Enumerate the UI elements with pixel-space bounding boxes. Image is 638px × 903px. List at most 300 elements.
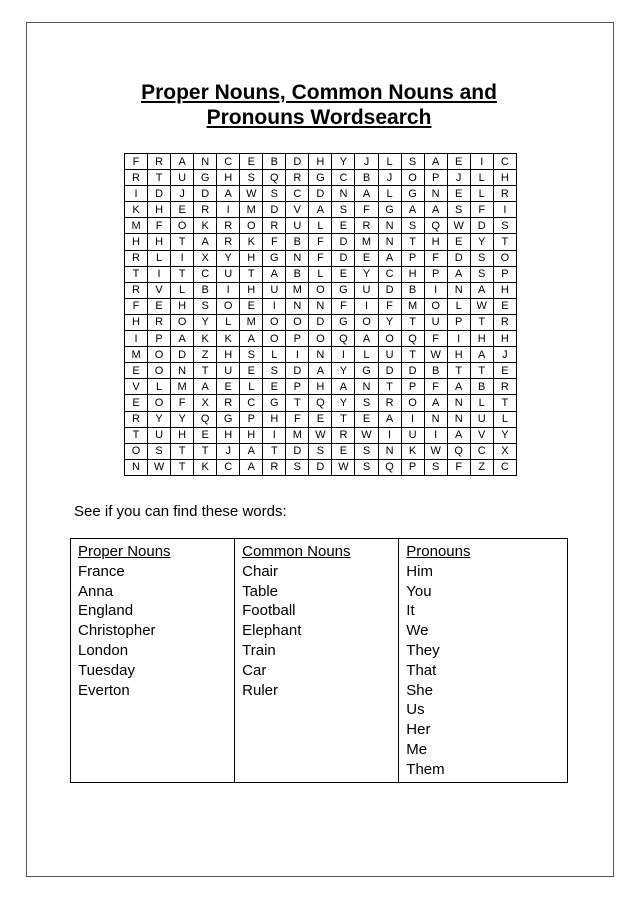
grid-cell: B: [355, 170, 378, 186]
grid-cell: G: [217, 411, 240, 427]
grid-cell: W: [424, 443, 447, 459]
grid-cell: H: [240, 250, 263, 266]
grid-cell: A: [332, 379, 355, 395]
grid-cell: G: [401, 186, 424, 202]
grid-cell: F: [171, 395, 194, 411]
grid-cell: L: [355, 347, 378, 363]
grid-cell: P: [148, 331, 171, 347]
grid-cell: F: [378, 298, 401, 314]
grid-cell: C: [217, 459, 240, 475]
word-list-item: Her: [406, 721, 431, 739]
grid-row: [125, 411, 517, 427]
grid-cell: U: [470, 411, 493, 427]
grid-cell: G: [378, 202, 401, 218]
grid-cell: H: [309, 154, 332, 170]
grid-cell: E: [332, 218, 355, 234]
grid-cell: K: [125, 202, 148, 218]
grid-cell: Y: [332, 154, 355, 170]
grid-cell: Y: [355, 266, 378, 282]
grid-cell: L: [263, 347, 286, 363]
word-list-item: Football: [242, 602, 296, 620]
grid-cell: R: [378, 395, 401, 411]
grid-cell: R: [125, 282, 148, 298]
grid-cell: H: [240, 427, 263, 443]
grid-cell: R: [217, 395, 240, 411]
grid-cell: C: [470, 443, 493, 459]
grid-cell: S: [263, 363, 286, 379]
grid-cell: K: [194, 218, 217, 234]
grid-cell: U: [355, 282, 378, 298]
grid-cell: L: [148, 250, 171, 266]
grid-cell: O: [148, 395, 171, 411]
grid-cell: A: [309, 202, 332, 218]
grid-row: [125, 427, 517, 443]
grid-cell: L: [217, 314, 240, 330]
grid-cell: E: [309, 411, 332, 427]
grid-cell: S: [401, 218, 424, 234]
grid-cell: A: [378, 250, 401, 266]
grid-cell: E: [332, 443, 355, 459]
grid-cell: Y: [148, 411, 171, 427]
grid-cell: M: [286, 427, 309, 443]
grid-cell: J: [493, 347, 516, 363]
grid-cell: W: [309, 427, 332, 443]
grid-cell: S: [447, 202, 470, 218]
grid-cell: A: [470, 282, 493, 298]
grid-cell: H: [217, 427, 240, 443]
grid-cell: A: [194, 379, 217, 395]
grid-cell: I: [493, 202, 516, 218]
grid-cell: P: [286, 379, 309, 395]
grid-cell: E: [125, 395, 148, 411]
grid-cell: F: [332, 298, 355, 314]
grid-cell: F: [263, 234, 286, 250]
grid-cell: R: [148, 314, 171, 330]
grid-cell: N: [286, 298, 309, 314]
grid-cell: E: [240, 154, 263, 170]
grid-cell: N: [378, 234, 401, 250]
grid-cell: E: [148, 298, 171, 314]
word-list-item: You: [406, 582, 432, 600]
grid-cell: C: [378, 266, 401, 282]
grid-row: [125, 459, 517, 475]
grid-cell: H: [309, 379, 332, 395]
grid-cell: A: [171, 154, 194, 170]
grid-cell: B: [424, 363, 447, 379]
grid-cell: R: [125, 411, 148, 427]
grid-row: [125, 218, 517, 234]
grid-cell: P: [493, 266, 516, 282]
grid-cell: M: [286, 282, 309, 298]
grid-cell: F: [286, 411, 309, 427]
grid-cell: D: [194, 186, 217, 202]
grid-cell: H: [263, 411, 286, 427]
grid-cell: Y: [171, 411, 194, 427]
grid-cell: E: [493, 298, 516, 314]
grid-cell: Q: [263, 170, 286, 186]
grid-cell: S: [263, 186, 286, 202]
grid-cell: W: [447, 218, 470, 234]
grid-cell: E: [447, 154, 470, 170]
grid-cell: E: [332, 266, 355, 282]
grid-cell: S: [470, 266, 493, 282]
grid-cell: C: [332, 170, 355, 186]
grid-cell: N: [194, 154, 217, 170]
grid-cell: N: [424, 186, 447, 202]
grid-cell: M: [240, 314, 263, 330]
grid-cell: C: [217, 154, 240, 170]
wordsearch-grid: [124, 153, 517, 476]
grid-cell: R: [286, 170, 309, 186]
grid-cell: B: [286, 234, 309, 250]
grid-cell: A: [424, 202, 447, 218]
grid-cell: O: [401, 170, 424, 186]
grid-cell: S: [355, 395, 378, 411]
grid-row: [125, 443, 517, 459]
word-column-pronouns: [399, 539, 568, 783]
grid-cell: N: [378, 218, 401, 234]
grid-cell: D: [332, 250, 355, 266]
grid-cell: L: [171, 282, 194, 298]
grid-cell: G: [332, 282, 355, 298]
grid-cell: Y: [332, 395, 355, 411]
grid-cell: M: [125, 347, 148, 363]
grid-cell: N: [332, 186, 355, 202]
grid-cell: O: [263, 314, 286, 330]
grid-cell: E: [217, 379, 240, 395]
word-list-item: Christopher: [78, 622, 156, 640]
grid-cell: G: [309, 170, 332, 186]
grid-cell: I: [424, 427, 447, 443]
grid-cell: H: [171, 298, 194, 314]
grid-cell: A: [447, 427, 470, 443]
grid-cell: L: [148, 379, 171, 395]
grid-cell: T: [447, 363, 470, 379]
grid-cell: T: [171, 266, 194, 282]
grid-cell: E: [125, 363, 148, 379]
word-list-item: Elephant: [242, 622, 302, 640]
word-list-item: We: [406, 622, 429, 640]
page-title: [0, 80, 638, 130]
grid-cell: E: [355, 411, 378, 427]
grid-cell: D: [263, 202, 286, 218]
grid-cell: Z: [194, 347, 217, 363]
grid-row: [125, 250, 517, 266]
grid-row: [125, 347, 517, 363]
grid-cell: H: [493, 282, 516, 298]
grid-cell: E: [263, 379, 286, 395]
grid-cell: U: [401, 427, 424, 443]
grid-cell: R: [263, 459, 286, 475]
grid-cell: N: [309, 347, 332, 363]
grid-cell: A: [171, 331, 194, 347]
grid-cell: C: [194, 266, 217, 282]
grid-cell: D: [470, 218, 493, 234]
grid-cell: A: [309, 363, 332, 379]
grid-cell: F: [424, 379, 447, 395]
grid-cell: D: [286, 443, 309, 459]
grid-cell: R: [125, 250, 148, 266]
grid-cell: I: [401, 411, 424, 427]
grid-cell: I: [378, 427, 401, 443]
grid-cell: I: [125, 186, 148, 202]
grid-cell: S: [424, 459, 447, 475]
grid-row: [125, 363, 517, 379]
grid-cell: H: [125, 234, 148, 250]
grid-cell: I: [263, 298, 286, 314]
grid-cell: O: [378, 331, 401, 347]
grid-cell: A: [424, 154, 447, 170]
grid-cell: S: [240, 170, 263, 186]
grid-cell: F: [470, 202, 493, 218]
grid-cell: S: [194, 298, 217, 314]
grid-cell: A: [263, 266, 286, 282]
grid-cell: E: [493, 363, 516, 379]
grid-cell: N: [424, 411, 447, 427]
grid-cell: H: [424, 234, 447, 250]
grid-cell: T: [493, 395, 516, 411]
word-list-item: It: [406, 602, 415, 620]
grid-cell: S: [148, 443, 171, 459]
grid-cell: S: [401, 154, 424, 170]
grid-row: [125, 379, 517, 395]
grid-cell: F: [309, 250, 332, 266]
grid-cell: Q: [447, 443, 470, 459]
grid-cell: T: [286, 395, 309, 411]
grid-cell: M: [171, 379, 194, 395]
grid-cell: A: [240, 459, 263, 475]
grid-cell: J: [378, 170, 401, 186]
grid-cell: J: [217, 443, 240, 459]
word-list-item: Table: [242, 582, 278, 600]
grid-cell: R: [263, 218, 286, 234]
grid-cell: L: [470, 170, 493, 186]
grid-cell: Y: [378, 314, 401, 330]
grid-cell: K: [240, 234, 263, 250]
grid-cell: H: [447, 347, 470, 363]
word-list-item: They: [406, 641, 440, 659]
grid-cell: D: [378, 282, 401, 298]
grid-cell: D: [378, 363, 401, 379]
grid-cell: J: [447, 170, 470, 186]
grid-cell: P: [286, 331, 309, 347]
grid-cell: Y: [217, 250, 240, 266]
grid-cell: L: [378, 186, 401, 202]
grid-cell: G: [263, 250, 286, 266]
grid-cell: U: [217, 363, 240, 379]
grid-cell: E: [447, 234, 470, 250]
grid-cell: R: [217, 234, 240, 250]
grid-cell: T: [493, 234, 516, 250]
grid-cell: W: [148, 459, 171, 475]
grid-cell: V: [286, 202, 309, 218]
grid-cell: O: [424, 298, 447, 314]
word-list-item: England: [78, 602, 134, 620]
grid-cell: O: [148, 363, 171, 379]
grid-cell: S: [493, 218, 516, 234]
grid-cell: T: [470, 314, 493, 330]
grid-cell: B: [286, 266, 309, 282]
grid-cell: O: [171, 314, 194, 330]
word-list-item: Car: [242, 661, 267, 679]
grid-cell: O: [125, 443, 148, 459]
grid-cell: T: [401, 314, 424, 330]
grid-cell: M: [401, 298, 424, 314]
grid-cell: H: [148, 234, 171, 250]
grid-cell: Q: [309, 395, 332, 411]
word-column-common-nouns: [235, 539, 399, 783]
grid-cell: X: [493, 443, 516, 459]
grid-cell: I: [125, 331, 148, 347]
grid-cell: P: [424, 170, 447, 186]
grid-cell: T: [401, 234, 424, 250]
grid-cell: T: [378, 379, 401, 395]
grid-cell: S: [286, 459, 309, 475]
grid-cell: K: [217, 331, 240, 347]
grid-cell: P: [401, 459, 424, 475]
grid-cell: D: [286, 363, 309, 379]
grid-row: [125, 170, 517, 186]
word-list-item: Me: [406, 740, 428, 758]
grid-cell: F: [355, 202, 378, 218]
grid-cell: H: [493, 170, 516, 186]
grid-cell: S: [240, 347, 263, 363]
grid-cell: T: [148, 170, 171, 186]
grid-cell: G: [332, 314, 355, 330]
instruction-text: See if you can find these words:: [74, 503, 287, 520]
grid-cell: E: [447, 186, 470, 202]
grid-cell: O: [240, 218, 263, 234]
grid-cell: H: [470, 331, 493, 347]
grid-cell: R: [355, 218, 378, 234]
grid-cell: H: [171, 427, 194, 443]
grid-cell: H: [240, 282, 263, 298]
grid-cell: R: [493, 379, 516, 395]
grid-cell: A: [355, 186, 378, 202]
grid-cell: Q: [332, 331, 355, 347]
grid-cell: O: [355, 314, 378, 330]
grid-cell: D: [286, 154, 309, 170]
grid-cell: A: [401, 202, 424, 218]
grid-cell: C: [493, 459, 516, 475]
grid-cell: I: [355, 298, 378, 314]
grid-cell: A: [217, 186, 240, 202]
grid-cell: F: [148, 218, 171, 234]
grid-cell: L: [309, 266, 332, 282]
grid-cell: X: [194, 395, 217, 411]
grid-cell: Y: [332, 363, 355, 379]
grid-cell: N: [447, 395, 470, 411]
grid-cell: T: [470, 363, 493, 379]
grid-cell: W: [424, 347, 447, 363]
grid-cell: O: [171, 218, 194, 234]
grid-cell: J: [171, 186, 194, 202]
word-list-item: Us: [406, 701, 425, 719]
grid-cell: P: [424, 266, 447, 282]
grid-cell: Y: [194, 314, 217, 330]
grid-cell: L: [309, 218, 332, 234]
grid-cell: I: [286, 347, 309, 363]
grid-row: [125, 202, 517, 218]
grid-cell: E: [171, 202, 194, 218]
grid-cell: R: [125, 170, 148, 186]
grid-cell: I: [263, 427, 286, 443]
word-list-item: Him: [406, 562, 433, 580]
grid-cell: Q: [424, 218, 447, 234]
grid-cell: F: [424, 331, 447, 347]
grid-cell: V: [125, 379, 148, 395]
grid-cell: W: [470, 298, 493, 314]
grid-cell: M: [355, 234, 378, 250]
grid-cell: F: [309, 234, 332, 250]
grid-cell: U: [148, 427, 171, 443]
grid-cell: E: [355, 250, 378, 266]
grid-cell: B: [194, 282, 217, 298]
grid-cell: I: [217, 282, 240, 298]
grid-cell: U: [171, 170, 194, 186]
grid-cell: M: [240, 202, 263, 218]
grid-cell: B: [263, 154, 286, 170]
grid-cell: C: [493, 154, 516, 170]
grid-row: [125, 266, 517, 282]
grid-cell: F: [125, 154, 148, 170]
grid-cell: S: [309, 443, 332, 459]
grid-cell: K: [194, 459, 217, 475]
grid-cell: K: [401, 443, 424, 459]
grid-cell: K: [194, 331, 217, 347]
grid-cell: I: [148, 266, 171, 282]
grid-row: [125, 298, 517, 314]
grid-cell: D: [332, 234, 355, 250]
grid-cell: L: [378, 154, 401, 170]
grid-cell: O: [401, 395, 424, 411]
grid-cell: Q: [378, 459, 401, 475]
grid-cell: N: [171, 363, 194, 379]
grid-cell: R: [194, 202, 217, 218]
grid-cell: U: [217, 266, 240, 282]
grid-row: [125, 186, 517, 202]
grid-cell: I: [217, 202, 240, 218]
grid-cell: D: [309, 459, 332, 475]
grid-cell: N: [125, 459, 148, 475]
grid-cell: H: [148, 202, 171, 218]
grid-cell: C: [240, 395, 263, 411]
grid-cell: I: [332, 347, 355, 363]
grid-cell: W: [355, 427, 378, 443]
grid-cell: O: [286, 314, 309, 330]
grid-row: [125, 154, 517, 170]
title-line-2: Pronouns Wordsearch: [206, 106, 432, 129]
grid-cell: T: [171, 234, 194, 250]
grid-cell: V: [148, 282, 171, 298]
grid-cell: F: [424, 250, 447, 266]
grid-row: [125, 282, 517, 298]
grid-cell: S: [355, 459, 378, 475]
grid-cell: E: [240, 298, 263, 314]
grid-cell: D: [401, 363, 424, 379]
grid-cell: D: [148, 186, 171, 202]
grid-cell: D: [447, 250, 470, 266]
grid-cell: D: [309, 186, 332, 202]
grid-cell: H: [217, 170, 240, 186]
grid-cell: G: [355, 363, 378, 379]
grid-cell: D: [309, 314, 332, 330]
word-list-item: Them: [406, 760, 445, 778]
word-list-item: That: [406, 661, 437, 679]
grid-cell: F: [447, 459, 470, 475]
grid-cell: L: [470, 186, 493, 202]
grid-cell: B: [470, 379, 493, 395]
